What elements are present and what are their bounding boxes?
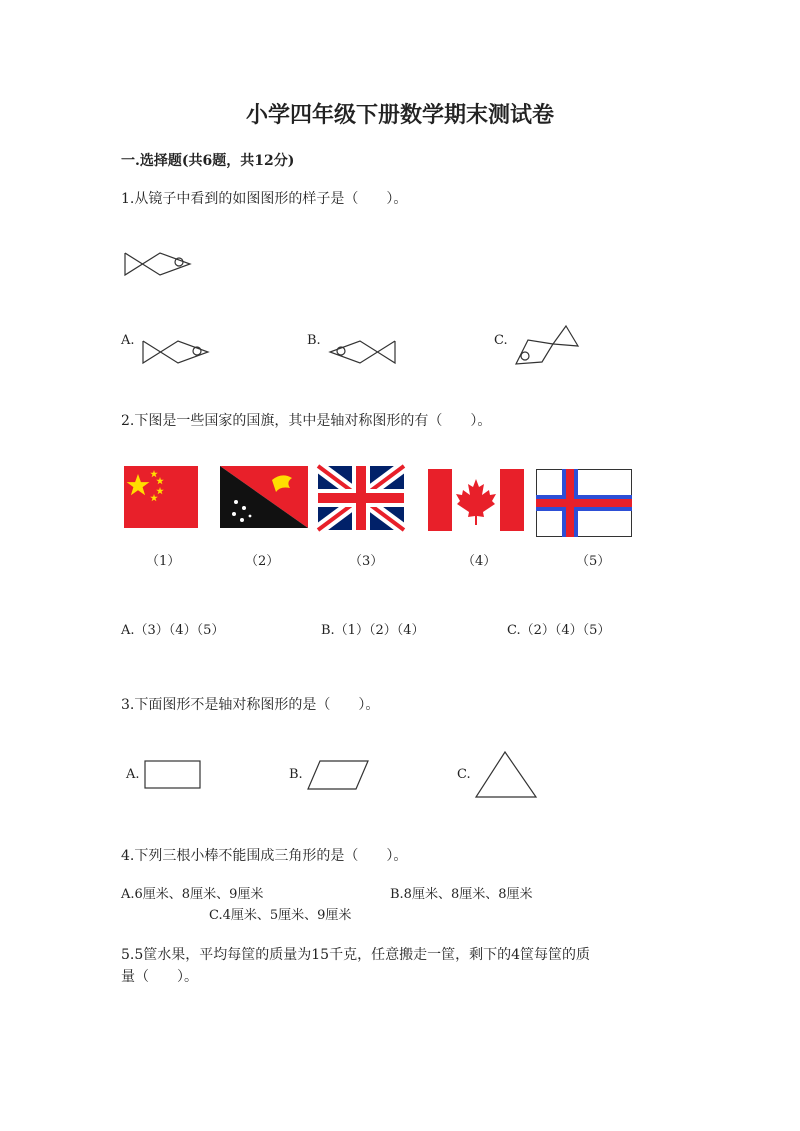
question-1-option-b[interactable]: B.	[307, 333, 321, 348]
rectangle-shape	[144, 760, 202, 790]
fish-figure-original	[120, 248, 195, 280]
question-2-option-a[interactable]: A.（3）（4）（5）	[121, 623, 225, 638]
flag-papua-new-guinea	[220, 466, 308, 528]
question-4-text: 4.下列三根小棒不能围成三角形的是（ ）。	[121, 848, 408, 864]
question-4-option-c[interactable]: C.4厘米、5厘米、9厘米	[209, 908, 352, 923]
flag-canada	[428, 469, 524, 531]
question-3-option-c[interactable]: C.	[457, 767, 471, 782]
question-1-text: 1.从镜子中看到的如图图形的样子是（ ）。	[121, 191, 408, 207]
flag-label-3: （3）	[349, 554, 384, 569]
page-title: 小学四年级下册数学期末测试卷	[245, 102, 554, 128]
flag-label-1: （1）	[146, 554, 181, 569]
question-3-text: 3.下面图形不是轴对称图形的是（ ）。	[121, 697, 380, 713]
question-4-option-b[interactable]: B.8厘米、8厘米、8厘米	[390, 887, 533, 902]
parallelogram-shape	[306, 759, 370, 791]
flag-faroe-islands	[536, 469, 632, 537]
fish-option-c-figure	[508, 322, 583, 368]
question-2-text: 2.下图是一些国家的国旗，其中是轴对称图形的有（ ）。	[121, 413, 492, 429]
flag-label-2: （2）	[245, 554, 280, 569]
question-3-option-a[interactable]: A.	[126, 767, 140, 782]
question-1-option-a[interactable]: A.	[121, 333, 135, 348]
fish-option-a-figure	[138, 336, 213, 368]
question-2-option-b[interactable]: B.（1）（2）（4）	[321, 623, 425, 638]
fish-option-b-figure	[325, 336, 400, 368]
question-5-text-line-1: 5.5筐水果，平均每筐的质量为15千克，任意搬走一筐，剩下的4筐每筐的质	[121, 947, 590, 963]
triangle-shape	[474, 750, 540, 800]
question-2-option-c[interactable]: C.（2）（4）（5）	[507, 623, 611, 638]
question-3-option-b[interactable]: B.	[289, 767, 303, 782]
flag-china	[124, 466, 198, 528]
question-1-option-c[interactable]: C.	[494, 333, 508, 348]
flag-united-kingdom	[318, 466, 404, 530]
flag-label-5: （5）	[576, 554, 611, 569]
question-4-option-a[interactable]: A.6厘米、8厘米、9厘米	[121, 887, 264, 902]
section-heading: 一.选择题(共6题，共12分)	[121, 153, 295, 169]
flag-label-4: （4）	[462, 554, 497, 569]
question-5-text-line-2: 量（ ）。	[121, 969, 198, 985]
